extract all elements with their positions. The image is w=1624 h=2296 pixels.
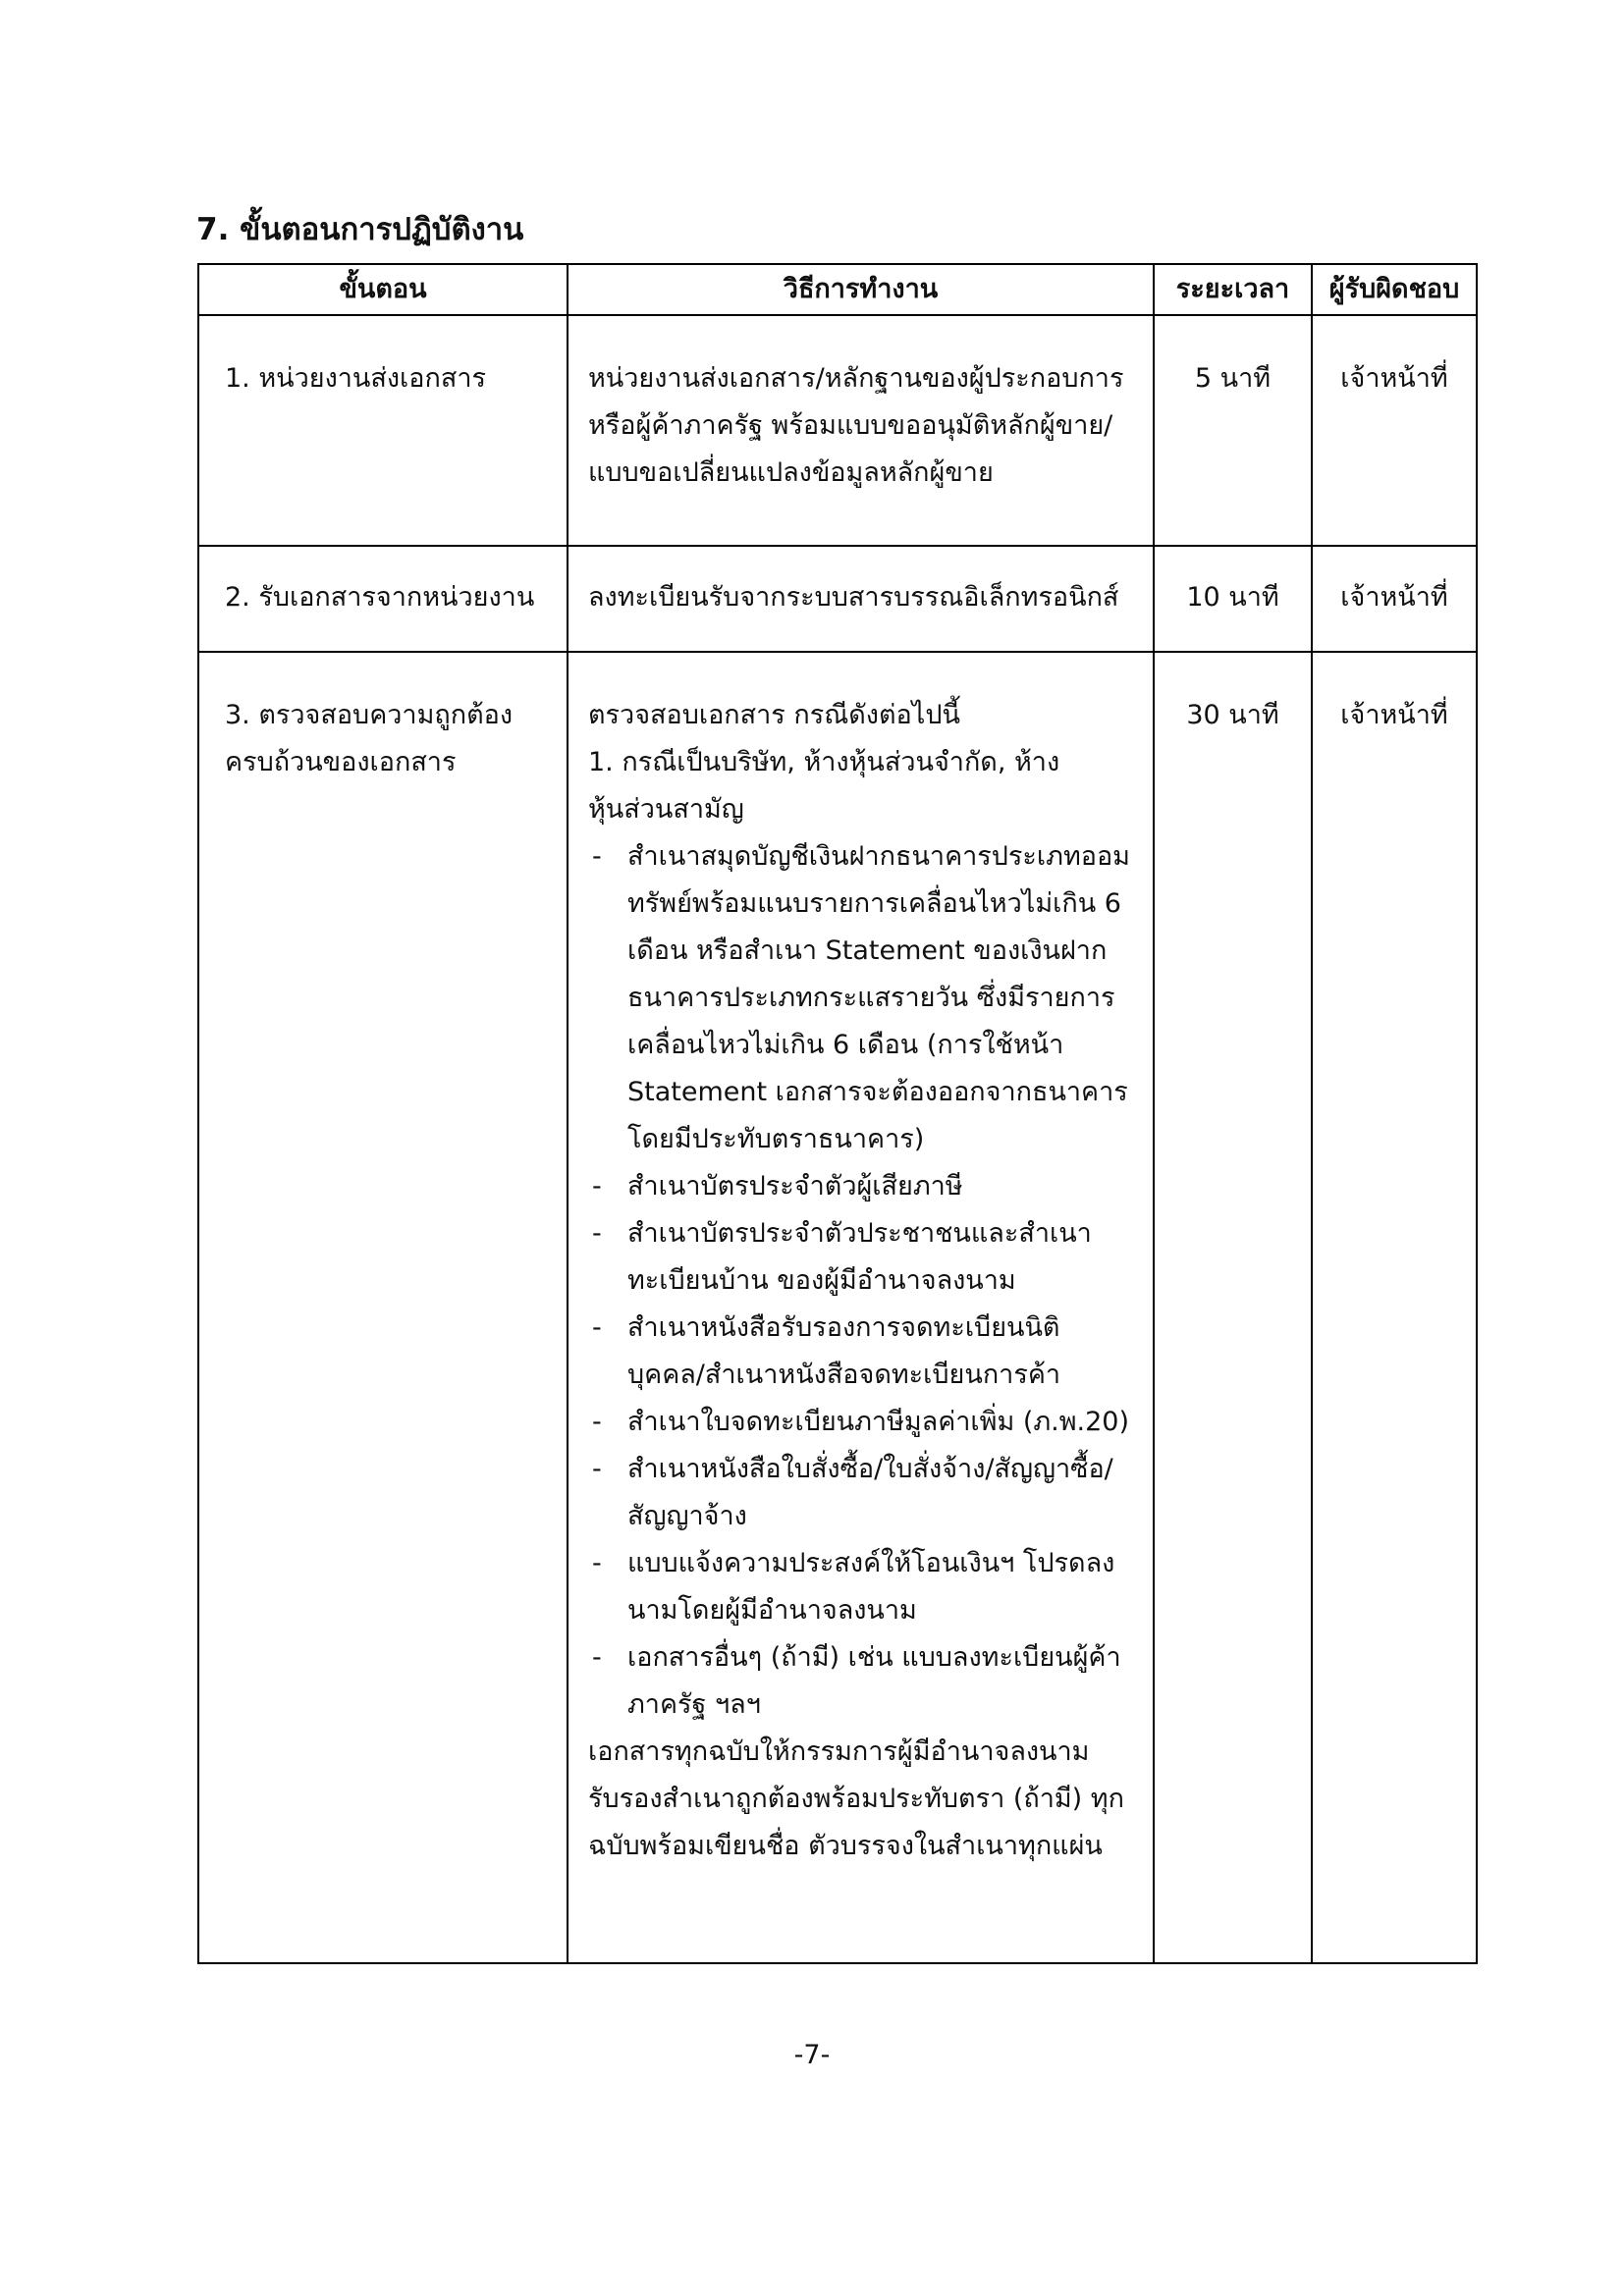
- step-text: ครบถ้วนของเอกสาร: [225, 747, 457, 777]
- procedure-table: [197, 263, 1478, 1964]
- list-item-line: โดยมีประทับตราธนาคาร): [627, 1124, 925, 1154]
- list-item-line: - เอกสารอื่นๆ (ถ้ามี) เช่น แบบลงทะเบียนผู้ค้า: [627, 1642, 1121, 1673]
- list-item: [588, 1163, 1143, 1210]
- list-item-line: บุคคล/สำเนาหนังสือจดทะเบียนการค้า: [627, 1360, 1061, 1390]
- method-line: แบบขอเปลี่ยนแปลงข้อมูลหลักผู้ขาย: [588, 457, 994, 488]
- list-item: [588, 1305, 1143, 1399]
- responsible-cell: เจ้าหน้าที่: [1312, 546, 1477, 652]
- step-text: 2. รับเอกสารจากหน่วยงาน: [225, 582, 535, 613]
- header-duration: ระยะเวลา: [1154, 264, 1312, 315]
- list-item-line: ทะเบียนบ้าน ของผู้มีอำนาจลงนาม: [627, 1265, 1016, 1296]
- duration-cell: 30 นาที: [1154, 652, 1312, 1963]
- list-item-line: ทรัพย์พร้อมแนบรายการเคลื่อนไหวไม่เกิน 6: [627, 888, 1121, 919]
- section-heading: 7. ขั้นตอนการปฏิบัติงาน: [196, 212, 524, 247]
- method-line: เอกสารทุกฉบับให้กรรมการผู้มีอำนาจลงนาม: [588, 1736, 1090, 1767]
- step-cell: [198, 315, 568, 546]
- method-cell: [568, 652, 1154, 1963]
- method-line: ฉบับพร้อมเขียนชื่อ ตัวบรรจงในสำเนาทุกแผ่น: [588, 1831, 1103, 1861]
- list-item-line: สัญญาจ้าง: [627, 1501, 747, 1531]
- step-text: 3. ตรวจสอบความถูกต้อง: [225, 700, 514, 730]
- method-line: ตรวจสอบเอกสาร กรณีดังต่อไปนี้: [588, 700, 960, 730]
- step-text: 1. หน่วยงานส่งเอกสาร: [225, 363, 486, 394]
- method-line: รับรองสำเนาถูกต้องพร้อมประทับตรา (ถ้ามี) ทุก: [588, 1784, 1124, 1814]
- header-method: วิธีการทำงาน: [568, 264, 1154, 315]
- table-header-row: [198, 264, 1477, 315]
- list-item-line: นามโดยผู้มีอำนาจลงนาม: [627, 1595, 917, 1626]
- step-cell: [198, 652, 568, 1963]
- method-line: หน่วยงานส่งเอกสาร/หลักฐานของผู้ประกอบการ: [588, 363, 1124, 394]
- header-step: ขั้นตอน: [198, 264, 568, 315]
- duration-cell: 10 นาที: [1154, 546, 1312, 652]
- duration-cell: 5 นาที: [1154, 315, 1312, 546]
- list-item-line: เดือน หรือสำเนา Statement ของเงินฝาก: [627, 935, 1108, 966]
- list-item-line: - สำเนาหนังสือรับรองการจดทะเบียนนิติ: [627, 1312, 1060, 1343]
- document-checklist: [588, 833, 1143, 1729]
- table-row: [198, 652, 1477, 1963]
- table-row: [198, 546, 1477, 652]
- list-item: [588, 1634, 1143, 1729]
- list-item: [588, 1210, 1143, 1305]
- method-cell: [568, 546, 1154, 652]
- list-item-line: เคลื่อนไหวไม่เกิน 6 เดือน (การใช้หน้า: [627, 1030, 1064, 1060]
- list-item: [588, 1446, 1143, 1540]
- header-responsible: ผู้รับผิดชอบ: [1312, 264, 1477, 315]
- list-item-line: ธนาคารประเภทกระแสรายวัน ซึ่งมีรายการ: [627, 983, 1115, 1013]
- list-item-line: ภาครัฐ ฯลฯ: [627, 1689, 761, 1720]
- method-cell: [568, 315, 1154, 546]
- list-item-line: - แบบแจ้งความประสงค์ให้โอนเงินฯ โปรดลง: [627, 1548, 1115, 1578]
- list-item: [588, 1540, 1143, 1634]
- method-line: หุ้นส่วนสามัญ: [588, 794, 744, 825]
- list-item-line: - สำเนาบัตรประจำตัวผู้เสียภาษี: [627, 1171, 963, 1201]
- method-line: ลงทะเบียนรับจากระบบสารบรรณอิเล็กทรอนิกส์: [588, 582, 1119, 613]
- list-item-line: - สำเนาบัตรประจำตัวประชาชนและสำเนา: [627, 1218, 1092, 1249]
- list-item: [588, 833, 1143, 1163]
- responsible-cell: เจ้าหน้าที่: [1312, 315, 1477, 546]
- list-item-line: - สำเนาสมุดบัญชีเงินฝากธนาคารประเภทออม: [627, 841, 1130, 872]
- list-item-line: - สำเนาหนังสือใบสั่งซื้อ/ใบสั่งจ้าง/สัญญาซื้อ/: [627, 1454, 1113, 1484]
- page-number: -7-: [793, 2040, 831, 2070]
- table-row: [198, 315, 1477, 546]
- list-item-line: - สำเนาใบจดทะเบียนภาษีมูลค่าเพิ่ม (ภ.พ.20): [627, 1407, 1130, 1437]
- method-line: หรือผู้ค้าภาครัฐ พร้อมแบบขออนุมัติหลักผู้ขาย/: [588, 410, 1113, 441]
- list-item-line: Statement เอกสารจะต้องออกจากธนาคาร: [627, 1077, 1128, 1107]
- step-cell: [198, 546, 568, 652]
- method-line: 1. กรณีเป็นบริษัท, ห้างหุ้นส่วนจำกัด, ห้าง: [588, 747, 1060, 777]
- responsible-cell: เจ้าหน้าที่: [1312, 652, 1477, 1963]
- list-item: [588, 1399, 1143, 1446]
